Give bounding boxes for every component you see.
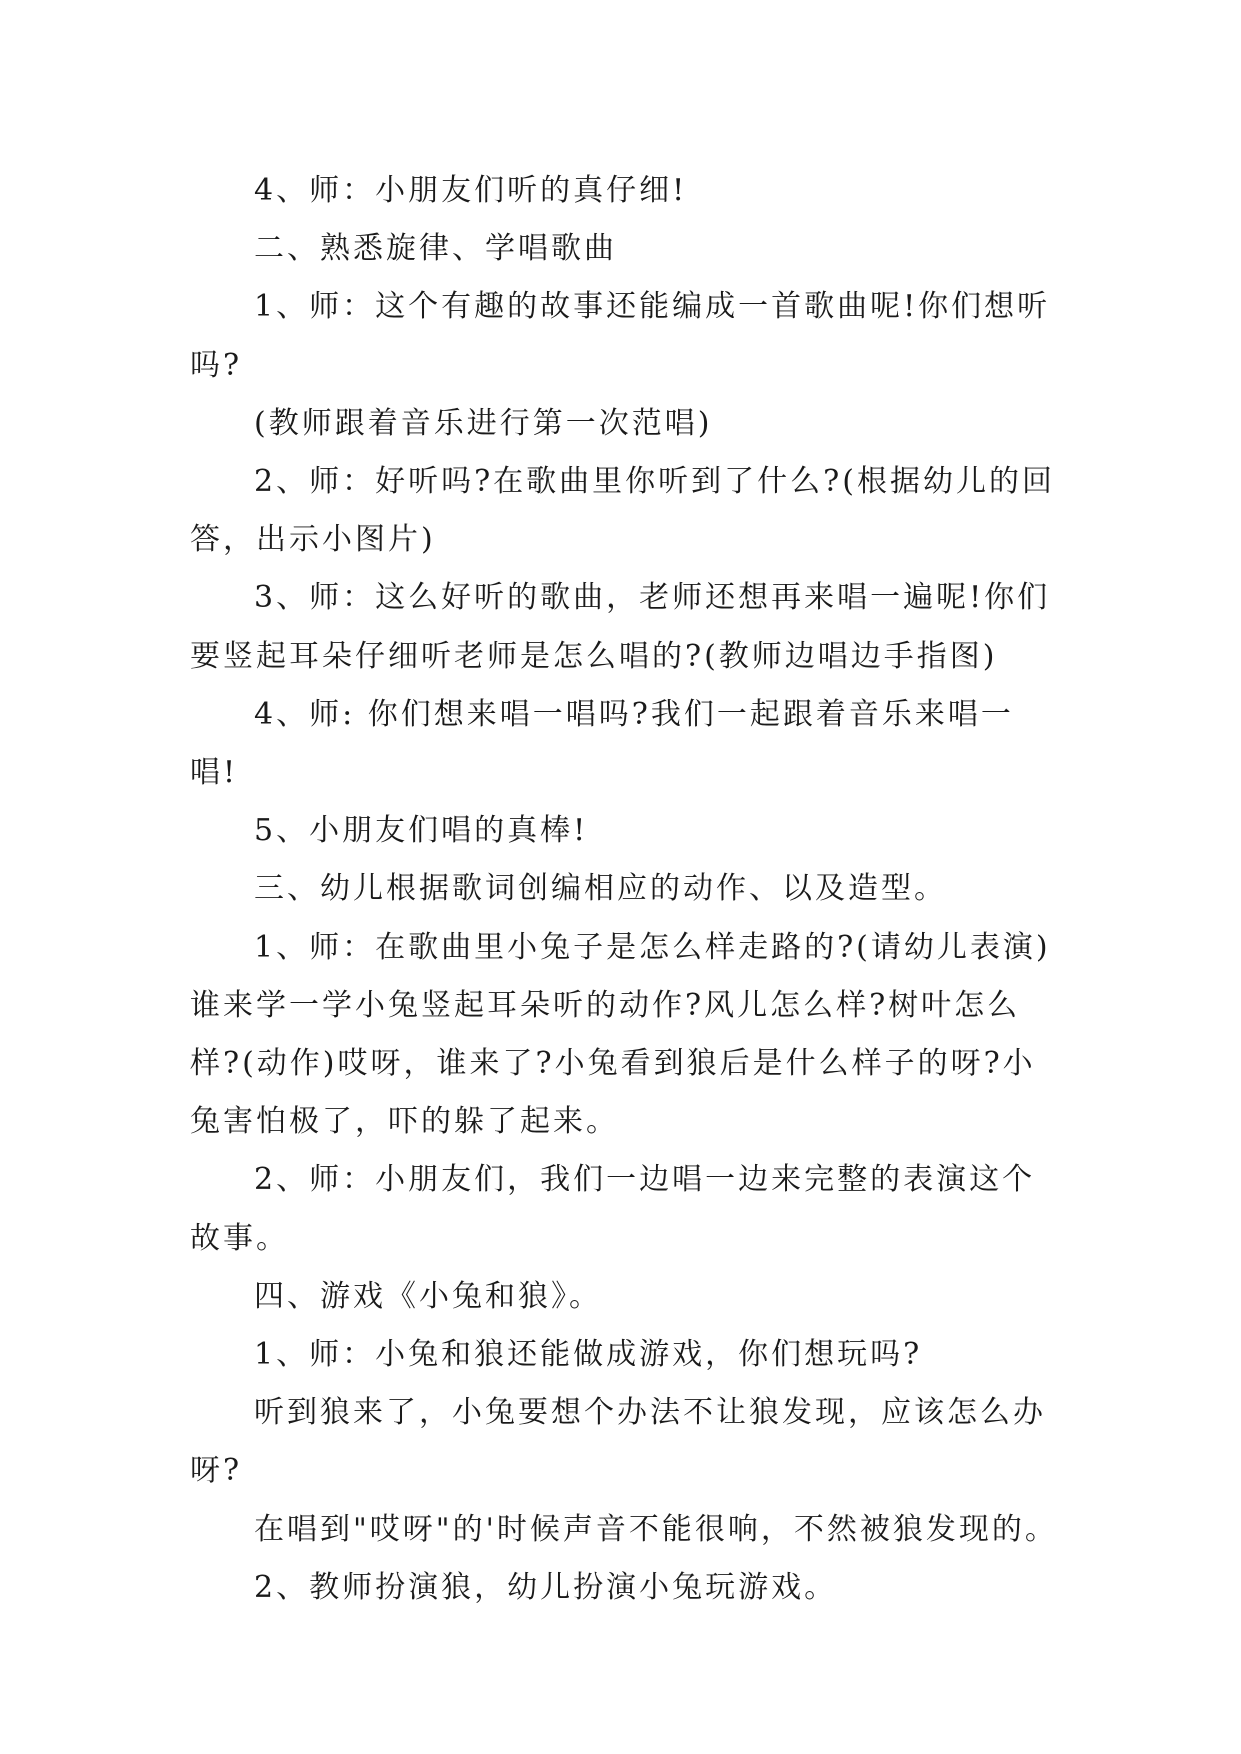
paragraph: 1、师：在歌曲里小兔子是怎么样走路的?(请幼儿表演)谁来学一学小兔竖起耳朵听的动作?风儿怎么样?树叶怎么样?(动作)哎呀，谁来了?小兔看到狼后是什么样子的呀?小兔害怕极了，吓的躲了起来。 (190, 929, 1051, 1140)
paragraph: 2、师：好听吗?在歌曲里你听到了什么?(根据幼儿的回答，出示小图片) (190, 464, 1055, 558)
paragraph: 4、师: 你们想来唱一唱吗?我们一起跟着音乐来唱一唱! (190, 696, 1014, 791)
paragraph: 4、师：小朋友们听的真仔细! (254, 173, 688, 208)
paragraph: 2、师：小朋友们，我们一边唱一边来完整的表演这个故事。 (190, 1162, 1036, 1256)
paragraph: (教师跟着音乐进行第一次范唱) (254, 405, 713, 441)
paragraph: 听到狼来了，小兔要想个办法不让狼发现，应该怎么办呀? (190, 1395, 1046, 1489)
section-heading: 三、幼儿根据歌词创编相应的动作、以及造型。 (254, 871, 947, 907)
section-heading: 四、游戏《小兔和狼》。 (254, 1278, 602, 1314)
paragraph: 2、教师扮演狼，幼儿扮演小兔玩游戏。 (254, 1569, 838, 1605)
paragraph: 1、师：小兔和狼还能做成游戏，你们想玩吗? (254, 1337, 923, 1373)
document-body (190, 162, 1060, 1617)
paragraph: 5、小朋友们唱的真棒! (254, 813, 589, 849)
paragraph: 3、师：这么好听的歌曲，老师还想再来唱一遍呢!你们要竖起耳朵仔细听老师是怎么唱的?(教师边唱边手指图) (190, 580, 1051, 674)
section-heading: 二、熟悉旋律、学唱歌曲 (254, 231, 617, 267)
paragraph: 1、师：这个有趣的故事还能编成一首歌曲呢!你们想听吗? (190, 289, 1051, 383)
paragraph: 在唱到"哎呀"的'时候声音不能很响，不然被狼发现的。 (254, 1511, 1058, 1547)
